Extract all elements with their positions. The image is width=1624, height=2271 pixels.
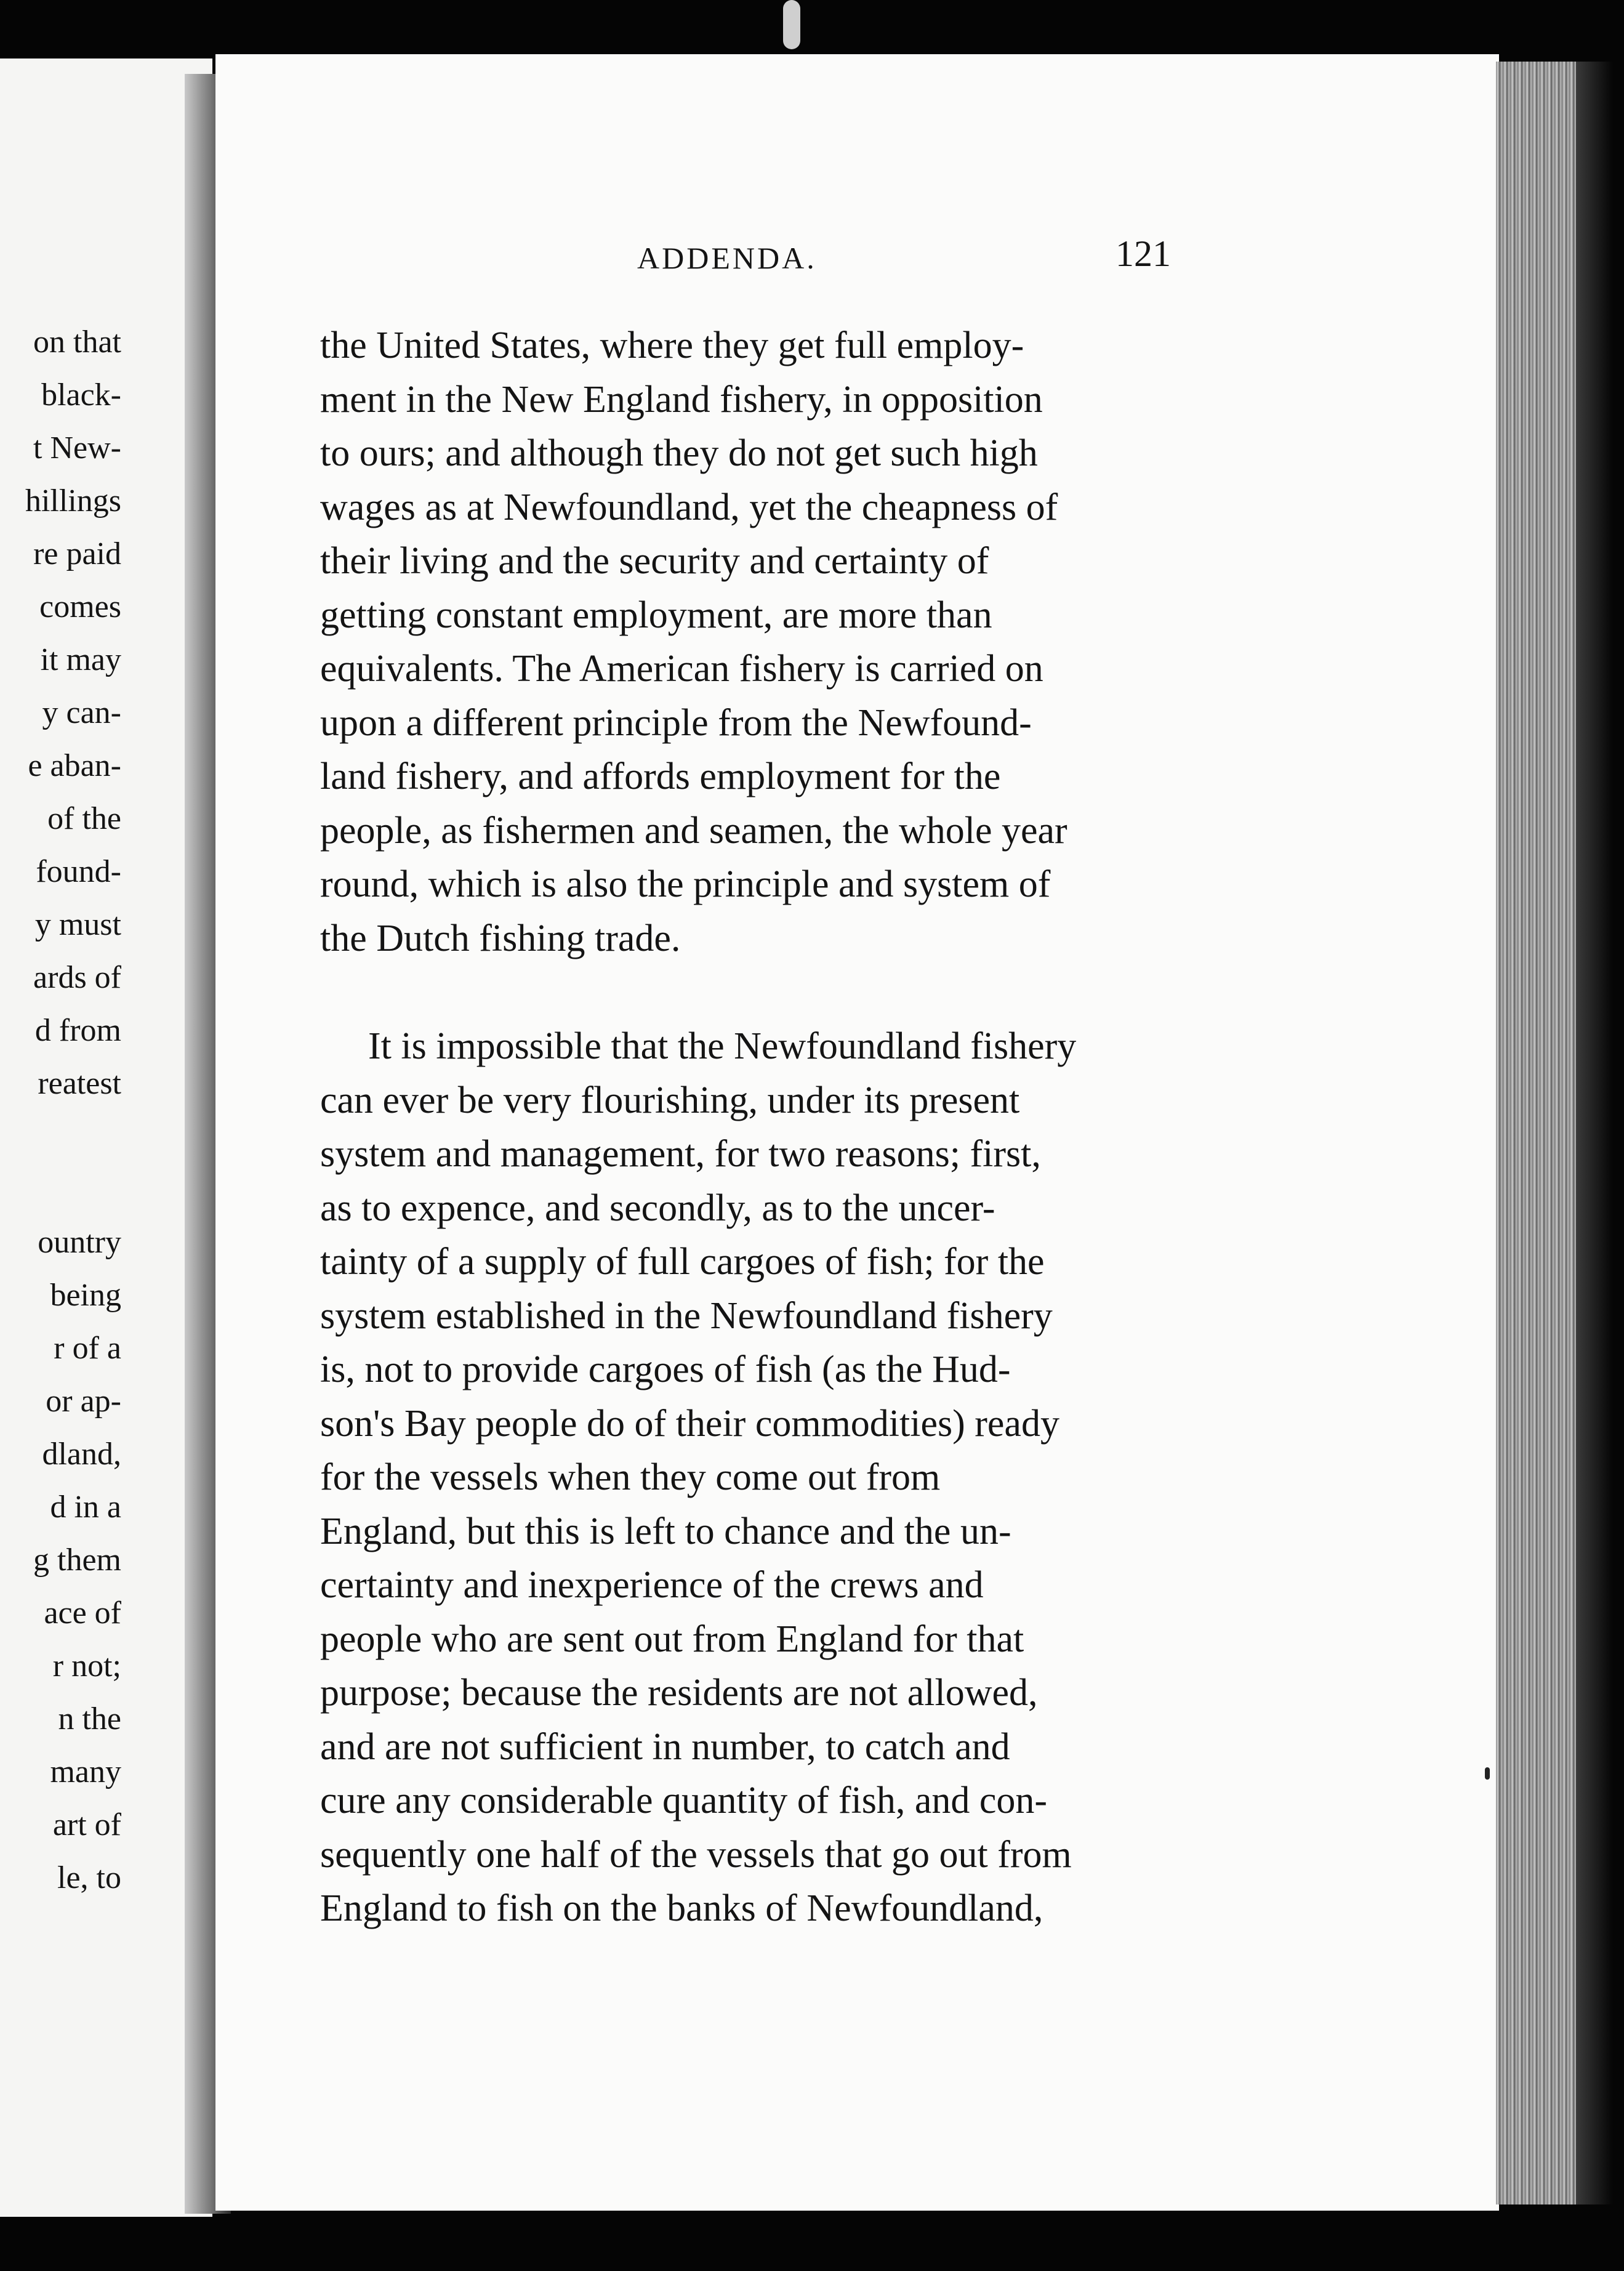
left-facing-page (0, 58, 212, 2217)
text-line: ment in the New England fishery, in opposition (320, 378, 1043, 421)
paragraph-2 (320, 1020, 1194, 1936)
text-line: upon a different principle from the Newfound- (320, 701, 1032, 744)
left-line: dland, (42, 1437, 121, 1472)
text-line: cure any considerable quantity of fish, and con- (320, 1780, 1048, 1821)
left-line (0, 1110, 121, 1163)
left-line (0, 1163, 121, 1216)
page-fore-edge (1496, 62, 1582, 2204)
left-line: g them (33, 1543, 121, 1578)
text-line: can ever be very flourishing, under its present (320, 1079, 1020, 1121)
text-line: England, but this is left to chance and the un- (320, 1510, 1011, 1552)
left-line: y can- (42, 695, 121, 730)
left-line: ards of (33, 960, 121, 995)
text-line: to ours; and although they do not get such high (320, 432, 1038, 474)
left-page-text (0, 316, 121, 1905)
paragraph-1 (320, 319, 1194, 966)
fore-edge-shadow (1576, 62, 1613, 2204)
text-line: as to expence, and secondly, as to the uncer- (320, 1187, 995, 1229)
left-line: d in a (50, 1490, 121, 1525)
left-line: comes (39, 589, 121, 624)
text-line: purpose; because the residents are not allowed, (320, 1672, 1038, 1714)
left-line: found- (36, 854, 121, 889)
page-body-text (320, 319, 1194, 1936)
left-line: reatest (38, 1066, 121, 1101)
left-line: it may (40, 642, 121, 677)
text-line: is, not to provide cargoes of fish (as the Hud- (320, 1349, 1011, 1390)
left-line: n the (58, 1701, 121, 1737)
text-line: sequently one half of the vessels that go out from (320, 1833, 1072, 1876)
text-line: for the vessels when they come out from (320, 1456, 941, 1498)
text-line: wages as at Newfoundland, yet the cheapness of (320, 486, 1058, 528)
text-line: the United States, where they get full employ- (320, 325, 1024, 366)
left-line: art of (52, 1807, 121, 1842)
left-line: hillings (25, 483, 121, 518)
left-line: le, to (57, 1860, 121, 1895)
text-line: England to fish on the banks of Newfoundland, (320, 1887, 1043, 1929)
left-line: d from (34, 1013, 121, 1048)
left-line: on that (33, 325, 121, 360)
binding-mark (783, 0, 800, 49)
left-line: r not; (52, 1648, 121, 1684)
text-line: the Dutch fishing trade. (320, 917, 681, 959)
text-line: system and management, for two reasons; first, (320, 1133, 1041, 1175)
text-line: land fishery, and affords employment for the (320, 756, 1001, 797)
left-line: many (50, 1754, 121, 1789)
ink-speck (1485, 1767, 1490, 1780)
text-line: son's Bay people do of their commodities) ready (320, 1402, 1059, 1445)
paragraph-gap (320, 966, 1194, 1020)
left-line: e aban- (28, 748, 121, 783)
text-line: It is impossible that the Newfoundland fishery (368, 1025, 1077, 1067)
text-line: people who are sent out from England for that (320, 1618, 1024, 1660)
text-line: tainty of a supply of full cargoes of fish; for the (320, 1241, 1045, 1283)
left-line: ace of (44, 1595, 121, 1631)
left-line: or ap- (46, 1384, 121, 1419)
text-line: certainty and inexperience of the crews and (320, 1564, 984, 1606)
left-line: black- (41, 377, 121, 413)
text-line: people, as fishermen and seamen, the whole year (320, 809, 1067, 852)
left-line: r of a (54, 1331, 121, 1366)
left-line: ountry (38, 1225, 121, 1260)
text-line: and are not sufficient in number, to catch and (320, 1725, 1010, 1768)
left-line: y must (34, 907, 121, 942)
page-number: 121 (1115, 233, 1171, 274)
text-line: round, which is also the principle and system of (320, 863, 1051, 905)
text-line: getting constant employment, are more than (320, 594, 992, 636)
text-line: their living and the security and certainty of (320, 540, 989, 582)
left-line: re paid (33, 536, 121, 571)
left-line: t New- (33, 430, 121, 466)
text-line: equivalents. The American fishery is carried on (320, 648, 1043, 690)
left-line: being (50, 1278, 121, 1313)
left-line: of the (47, 801, 121, 836)
running-head: ADDENDA. (637, 241, 817, 275)
text-line: system established in the Newfoundland fishery (320, 1294, 1053, 1337)
